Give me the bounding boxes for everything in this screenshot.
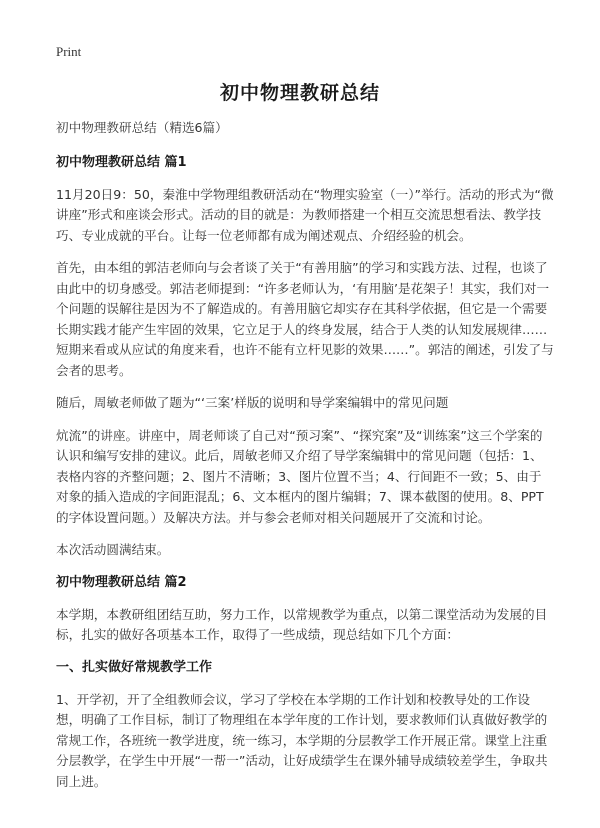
document-body	[56, 118, 554, 804]
section-1-paragraph-4: 炕流”的讲座。讲座中，周老师谈了自己对“预习案”、“探究案”及“训练案”这三个学案的认识和编写安排的建议。此后，周敏老师又介绍了导学案编辑中的常见问题（包括：1、表格内容的齐整问题；2、图片不清晰；3、图片位置不当；4、行间距不一致；5、由于对象的插入造成的字间距混乱；6、文本框内的图片编辑；7、课本截图的使用。8、PPT的字体设置问题。）及解决方法。并与参会老师对相关问题展开了交流和讨论。	[56, 427, 544, 525]
section-2-heading: 初中物理教研总结 篇2	[56, 574, 187, 590]
section-1-paragraph-5: 本次活动圆满结束。	[56, 542, 170, 557]
section-2-paragraph-2: 1、开学初，开了全组教师会议，学习了学校在本学期的工作计划和校教导处的工作设想，明确了工作目标，制订了物理组在本学年度的工作计划，要求教师们认真做好教学的常规工作，各班统一教学进度，统一练习，本学期的分层教学工作开展正常。课堂上注重分层教学，在学生中开展“一帮一”活动，让好成绩学生在课外辅导成绩较差学生，争取共同上进。	[56, 691, 548, 789]
section-1-paragraph-2: 首先，由本组的郭洁老师向与会者谈了关于“有善用脑”的学习和实践方法、过程，也谈了由此中的切身感受。郭洁老师提到：“许多老师认为，‘有用脑’是花架子！其实，我们对一个问题的误解往是因为不了解造成的。有善用脑它却实存在其科学依据，但它是一个需要长期实践才能产生牢固的效果，它立足于人的终身发展，结合于人类的认知发展规律……短期来看或从应试的角度来看，也许不能有立杆见影的效果……”。郭洁的阐述，引发了与会者的思考。	[56, 260, 554, 378]
section-1-heading: 初中物理教研总结 篇1	[56, 154, 187, 170]
section-1-paragraph-3: 随后，周敏老师做了题为“‘三案’样版的说明和导学案编辑中的常见问题	[56, 395, 449, 410]
section-2-paragraph-1: 本学期，本教研组团结互助，努力工作，以常规教学为重点，以第二课堂活动为发展的目标，扎实的做好各项基本工作，取得了一些成绩，现总结如下几个方面：	[56, 606, 548, 642]
document-title: 初中物理教研总结	[219, 82, 380, 104]
section-1-paragraph-1: 11月20日9：50，秦淮中学物理组教研活动在“物理实验室（一）”举行。活动的形式为“微讲座”形式和座谈会形式。活动的目的就是：为教师搭建一个相互交流思想看法、教学技巧、专业成就的平台。让每一位老师都有成为阐述观点、介绍经验的机会。	[56, 186, 554, 243]
section-2-subheading: 一、扎实做好常规教学工作	[56, 659, 213, 675]
print-link[interactable]: Print	[56, 44, 82, 59]
document-subtitle: 初中物理教研总结（精选6篇）	[56, 120, 228, 135]
